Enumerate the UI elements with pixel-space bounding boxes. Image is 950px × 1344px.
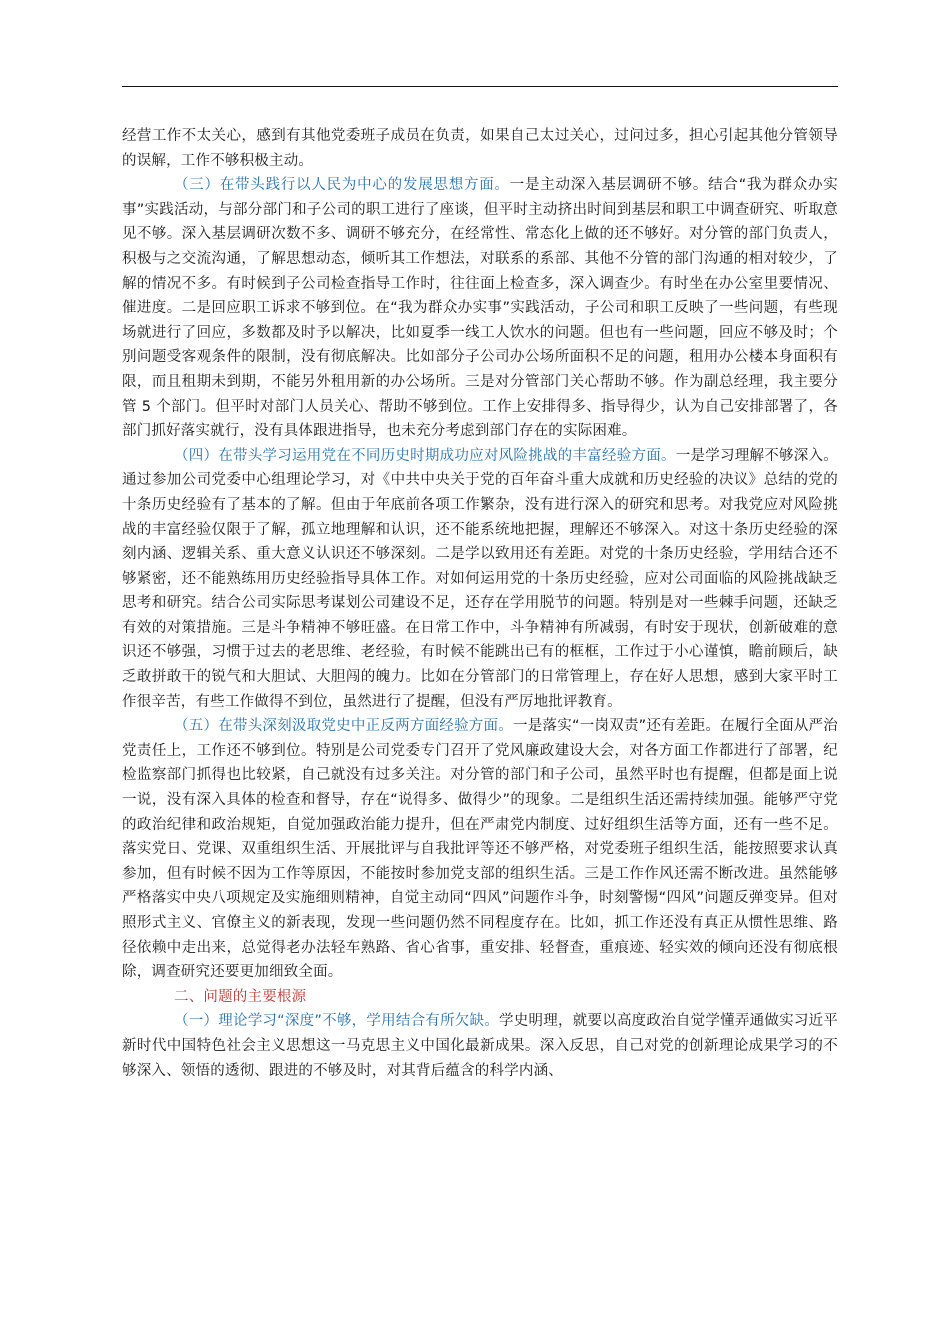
- document-body: [122, 124, 838, 1083]
- paragraph-text: 经营工作不太关心，感到有其他党委班子成员在负责，如果自己太过关心，过问过多，担心引起其他分管领导的误解，工作不够积极主动。: [122, 128, 838, 169]
- subheading-3: （三）在带头践行以人民为中心的发展思想方面。: [174, 177, 510, 194]
- subheading-root-cause-1: （一）理论学习“深度”不够，学用结合有所欠缺。: [174, 1013, 500, 1030]
- paragraph-text: 一是学习理解不够深入。通过参加公司党委中心组理论学习，对《中共中央关于党的百年奋斗重大成就和历史经验的决议》总结的党的十条历史经验有了基本的了解。但由于年底前各项工作繁杂，没有进行深入的研究和思考。对我党应对风险挑战的丰富经验仅限于了解，孤立地理解和认识，还不能系统地把握，理解还不够深入。对这十条历史经验的深刻内涵、逻辑关系、重大意义认识还不够深刻。二是学以致用还有差距。对党的十条历史经验，学用结合还不够紧密，还不能熟练用历史经验指导具体工作。对如何运用党的十条历史经验，应对公司面临的风险挑战缺乏思考和研究。结合公司实际思考谋划公司建设不足，还存在学用脱节的问题。特别是对一些棘手问题，还缺乏有效的对策措施。三是斗争精神不够旺盛。在日常工作中，斗争精神有所减弱，有时安于现状，创新破难的意识还不够强，习惯于过去的老思维、老经验，有时候不能跳出已有的框框，工作过于小心谨慎，瞻前顾后，缺乏敢拼敢干的锐气和大胆试、大胆闯的魄力。比如在分管部门的日常管理上，存在好人思想，感到大家平时工作很辛苦，有些工作做得不到位，虽然进行了提醒，但没有严厉地批评教育。: [122, 447, 839, 710]
- paragraph-text: 一是落实“一岗双责”还有差距。在履行全面从严治党责任上，工作还不够到位。特别是公司党委专门召开了党风廉政建设大会，对各方面工作都进行了部署，纪检监察部门抓得也比较紧，自己就没有过多关注。对分管的部门和子公司，虽然平时也有提醒，但都是面上说一说，没有深入具体的检查和督导，存在“说得多、做得少”的现象。二是组织生活还需持续加强。能够严守党的政治纪律和政治规矩，自觉加强政治能力提升，但在严肃党内制度、过好组织生活等方面，还有一些不足。落实党日、党课、双重组织生活、开展批评与自我批评等还不够严格，对党委班子组织生活，能按照要求认真参加，但有时候不因为工作等原因，不能按时参加党支部的组织生活。三是工作作风还需不断改进。虽然能够严格落实中央八项规定及实施细则精神，自觉主动同“四风”问题作斗争，时刻警惕“四风”问题反弹变异。但对照形式主义、官僚主义的新表现，发现一些问题仍然不同程度存在。比如，抓工作还没有真正从惯性思维、路径依赖中走出来，总觉得老办法轻车熟路、省心省事，重安排、轻督查，重痕迹、轻实效的倾向还没有彻底根除，调查研究还要更加细致全面。: [122, 718, 839, 981]
- paragraph-text: 学史明理，就要以高度政治自觉学懂弄通做实习近平新时代中国特色社会主义思想这一马克思主义中国化最新成果。深入反思，自己对党的创新理论成果学习的不够深入、领悟的透彻、跟进的不够及时，对其背后蕴含的科学内涵、: [122, 1013, 838, 1079]
- subheading-5: （五）在带头深刻汲取党史中正反两方面经验方面。: [174, 718, 514, 735]
- paragraph-section-3: [122, 173, 838, 444]
- paragraph-text: 一是主动深入基层调研不够。结合“我为群众办实事”实践活动，与部分部门和子公司的职工进行了座谈，但平时主动挤出时间到基层和职工中调查研究、听取意见不够。深入基层调研次数不多、调研不够充分，在经常性、常态化上做的还不够好。对分管的部门负责人，积极与之交流沟通，了解思想动态，倾听其工作想法，对联系的系部、其他不分管的部门沟通的相对较少，了解的情况不多。有时候到子公司检查指导工作时，往往面上检查多，深入调查少。有时坐在办公室里要情况、催进度。二是回应职工诉求不够到位。在“我为群众办实事”实践活动，子公司和职工反映了一些问题，有些现场就进行了回应，多数都及时予以解决，比如夏季一线工人饮水的问题。但也有一些问题，回应不够及时；个别问题受客观条件的限制，没有彻底解决。比如部分子公司办公场所面积不足的问题，租用办公楼本身面积有限，而且租期未到期，不能另外租用新的办公场所。三是对分管部门关心帮助不够。作为副总经理，我主要分管 5 个部门。但平时对部门人员关心、帮助不够到位。工作上安排得多、指导得少，认为自己安排部署了，各部门抓好落实就行，没有具体跟进指导，也未充分考虑到部门存在的实际困难。: [122, 177, 838, 440]
- paragraph-root-cause-1: [122, 1009, 838, 1083]
- paragraph-continuation: [122, 124, 838, 173]
- section-two-heading: 二、问题的主要根源: [174, 988, 307, 1005]
- subheading-4: （四）在带头学习运用党在不同历史时期成功应对风险挑战的丰富经验方面。: [174, 447, 676, 464]
- paragraph-section-5: [122, 714, 838, 985]
- header-rule: [122, 86, 838, 87]
- paragraph-section-4: [122, 444, 838, 715]
